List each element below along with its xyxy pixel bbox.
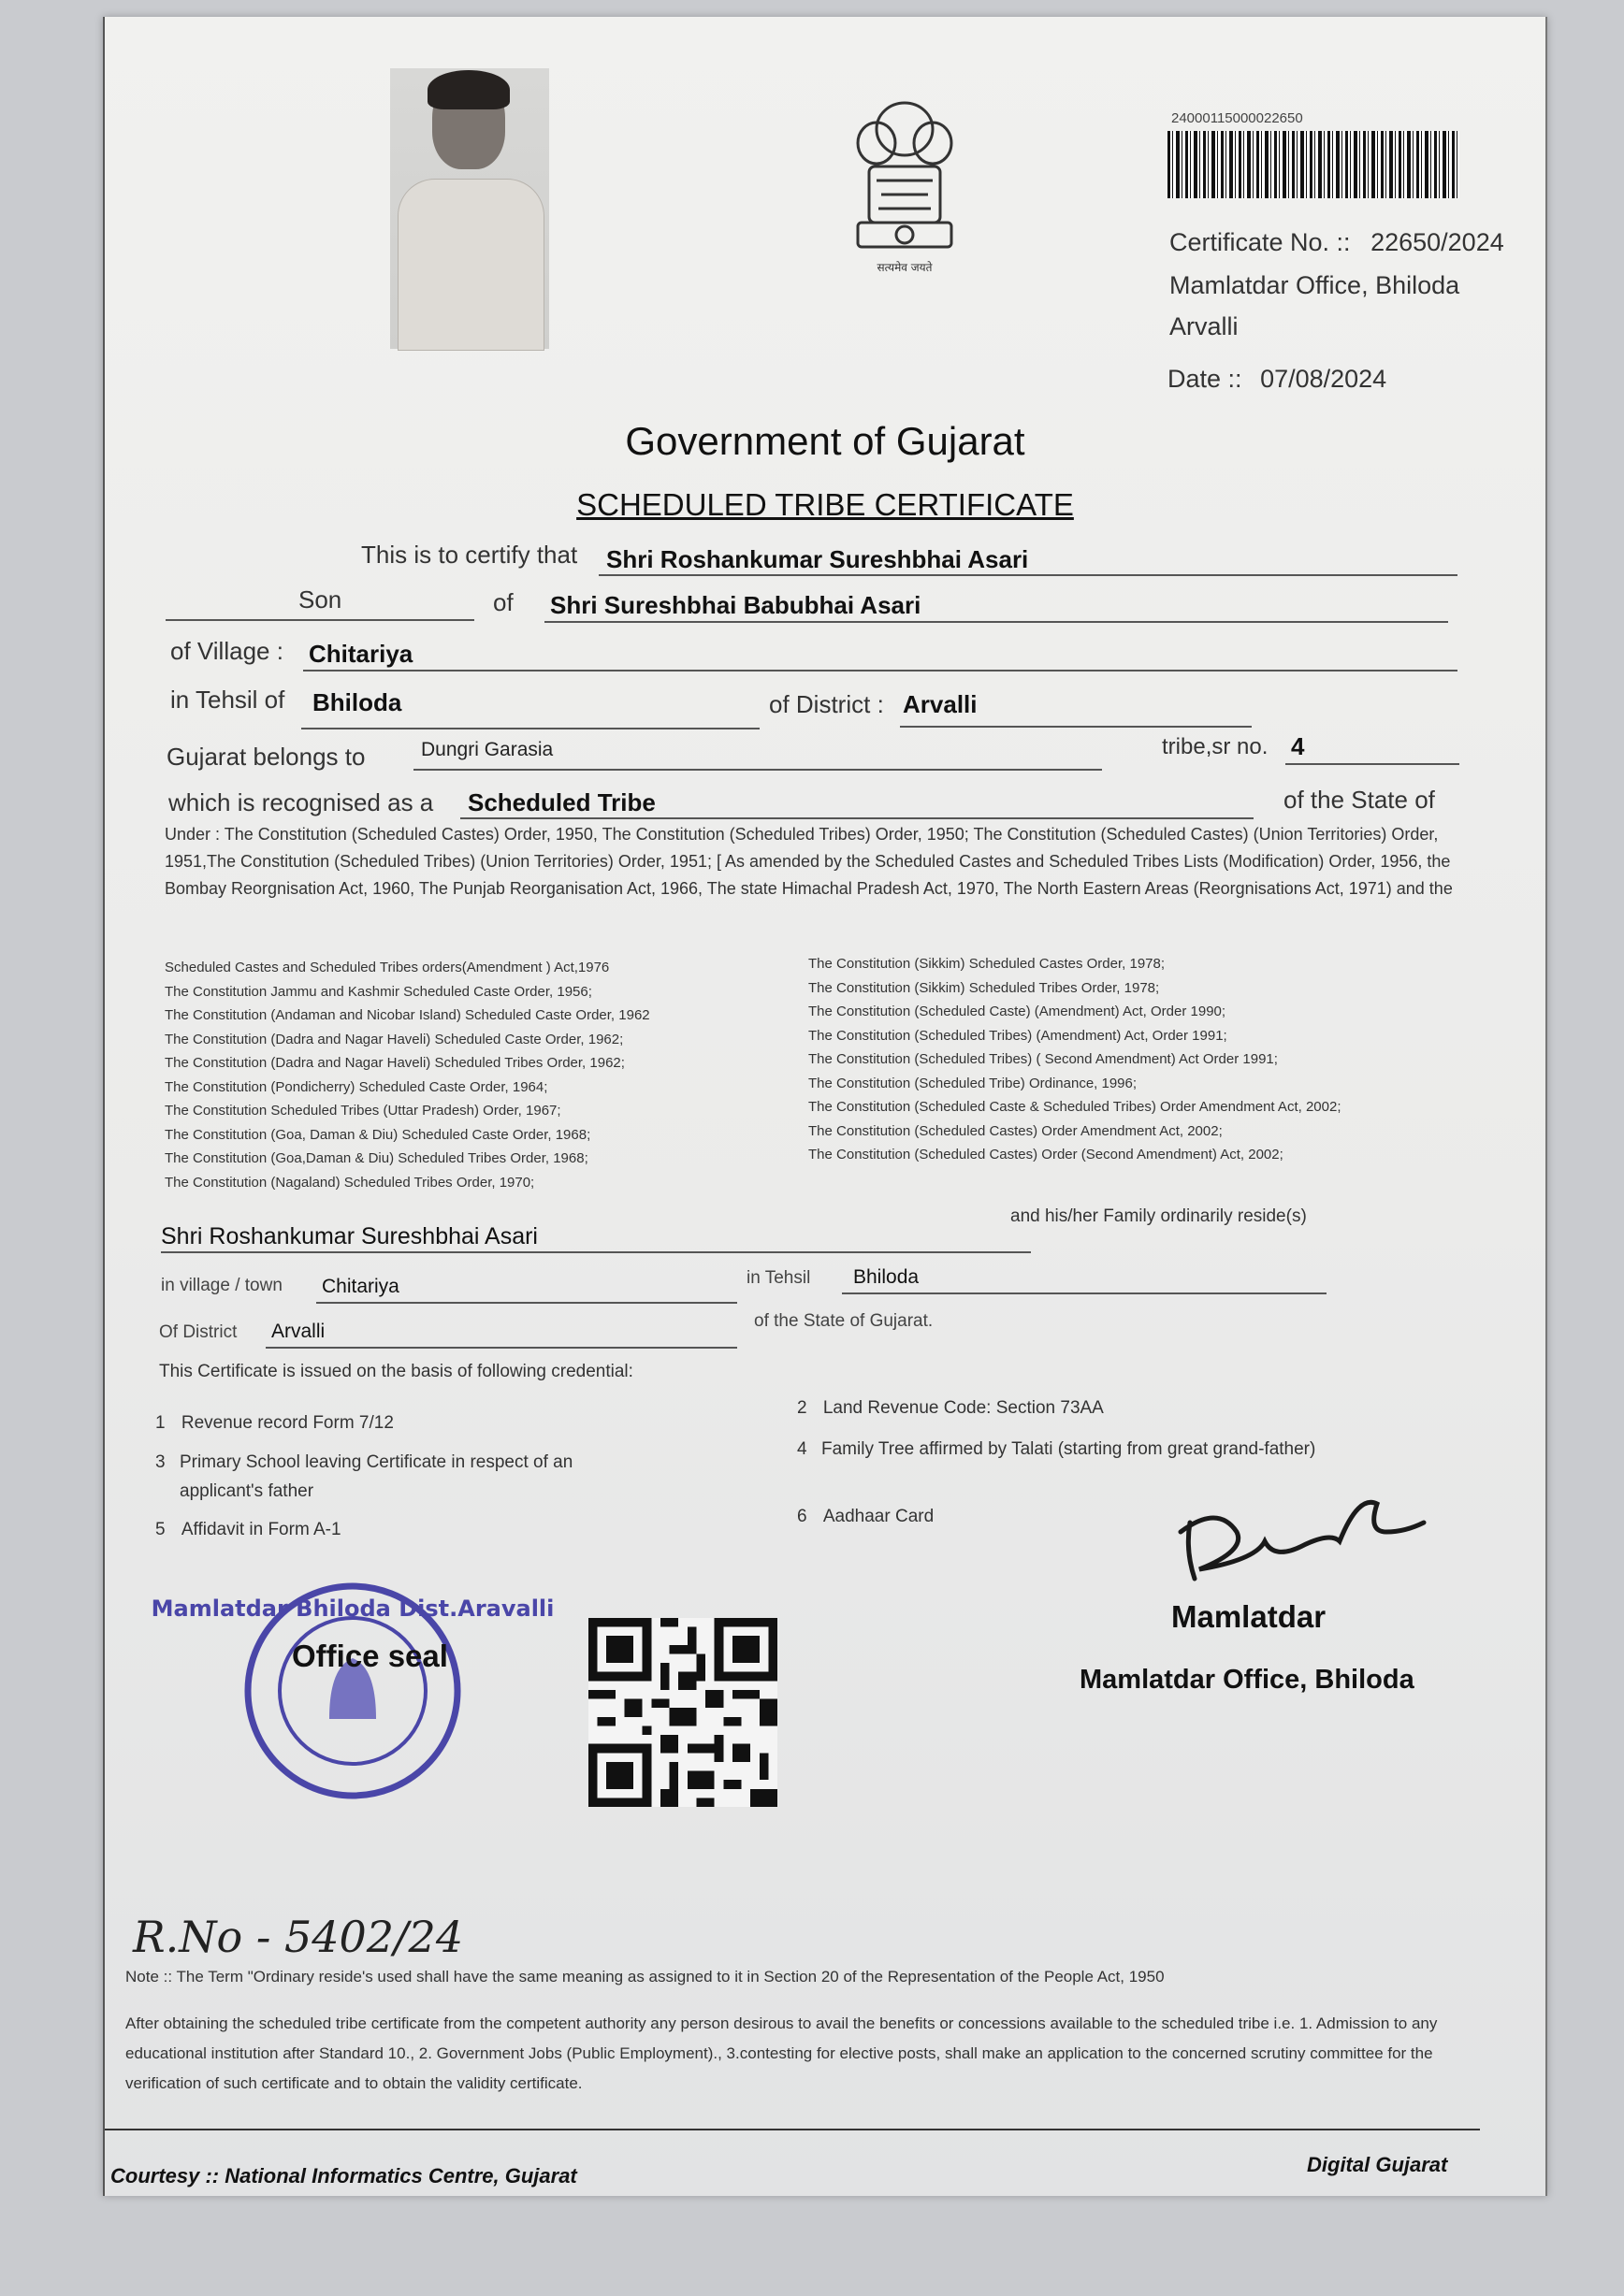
certificate-number-label: Certificate No. :: — [1169, 228, 1351, 256]
tribe-sr-label: tribe,sr no. — [1162, 734, 1269, 759]
national-emblem-icon — [839, 92, 970, 279]
footer-brand: Digital Gujarat — [1307, 2153, 1448, 2176]
signatory-title: Mamlatdar — [1171, 1599, 1327, 1634]
relation-underline — [166, 619, 474, 621]
date-row — [1167, 365, 1386, 394]
order-item: The Constitution (Sikkim) Scheduled Tribes Order, 1978; — [808, 979, 1160, 996]
order-item: The Constitution (Scheduled Tribes) ( Second Amendment) Act Order 1991; — [808, 1051, 1278, 1067]
credential-number: 3 — [155, 1452, 166, 1472]
credential-item — [155, 1515, 679, 1544]
recognised-value: Scheduled Tribe — [468, 788, 656, 816]
order-item: The Constitution (Dadra and Nagar Haveli) Scheduled Tribes Order, 1962; — [165, 1055, 625, 1071]
residence-state-label: of the State of Gujarat. — [754, 1311, 934, 1331]
photo-hair — [428, 70, 510, 109]
credential-item — [797, 1435, 1489, 1464]
order-item: The Constitution Scheduled Tribes (Uttar Pradesh) Order, 1967; — [165, 1103, 561, 1119]
applicant-name-underline — [599, 574, 1457, 576]
order-item: Scheduled Castes and Scheduled Tribes orders(Amendment ) Act,1976 — [165, 960, 610, 975]
residence-district: Arvalli — [271, 1321, 326, 1342]
tribe-value: Dungri Garasia — [421, 739, 554, 760]
district-value: Arvalli — [903, 690, 978, 718]
village-value: Chitariya — [309, 640, 413, 668]
recognised-underline — [460, 817, 1254, 819]
office-seal-stamp — [151, 1579, 555, 1803]
credential-text: Aadhaar Card — [822, 1507, 935, 1526]
reside-label: and his/her Family ordinarily reside(s) — [1010, 1206, 1307, 1226]
handwritten-registration-number: R.No - 5402/24 — [133, 1912, 464, 1962]
certify-label: This is to certify that — [361, 541, 578, 569]
of-label: of — [493, 588, 514, 616]
residence-tehsil-underline — [842, 1292, 1327, 1294]
belongs-label: Gujarat belongs to — [167, 743, 366, 771]
village-underline — [303, 670, 1457, 671]
residence-village-label: in village / town — [161, 1276, 283, 1295]
relation: Son — [298, 585, 342, 614]
tribe-sr-number: 4 — [1291, 732, 1305, 760]
credential-text: Revenue record Form 7/12 — [181, 1413, 394, 1433]
order-item: The Constitution (Scheduled Castes) Order (Second Amendment) Act, 2002; — [808, 1147, 1283, 1162]
order-item: The Constitution (Dadra and Nagar Haveli) Scheduled Caste Order, 1962; — [165, 1031, 624, 1047]
order-item: The Constitution (Goa, Daman & Diu) Scheduled Caste Order, 1968; — [165, 1126, 591, 1143]
tehsil-label: in Tehsil of — [170, 686, 285, 714]
order-item: The Constitution (Scheduled Castes) Order Amendment Act, 2002; — [808, 1122, 1223, 1139]
order-item: The Constitution (Nagaland) Scheduled Tribes Order, 1970; — [165, 1174, 535, 1191]
father-name: Shri Sureshbhai Babubhai Asari — [550, 591, 921, 619]
order-item: The Constitution Jammu and Kashmir Scheduled Caste Order, 1956; — [165, 983, 592, 1000]
residence-tehsil-label: in Tehsil — [747, 1268, 811, 1288]
residence-village-underline — [316, 1302, 737, 1304]
state-of-label: of the State of — [1283, 786, 1435, 814]
tribe-sr-underline — [1285, 763, 1459, 765]
district-label: of District : — [769, 690, 884, 718]
credential-item — [797, 1393, 1396, 1422]
tehsil-underline — [301, 728, 760, 729]
credential-number: 5 — [155, 1520, 166, 1539]
certificate-sheet — [103, 17, 1547, 2196]
order-item: The Constitution (Scheduled Caste) (Amendment) Act, Order 1990; — [808, 1004, 1226, 1019]
tehsil-value: Bhiloda — [312, 688, 402, 716]
qr-code — [588, 1618, 777, 1807]
applicant-name: Shri Roshankumar Sureshbhai Asari — [606, 545, 1029, 573]
recognised-label: which is recognised as a — [168, 788, 434, 816]
barcode — [1167, 131, 1459, 198]
credential-number: 1 — [155, 1413, 166, 1433]
date-value: 07/08/2024 — [1260, 365, 1387, 393]
certificate-number-row — [1169, 228, 1504, 257]
orders-left-list — [165, 956, 801, 1194]
order-item: The Constitution (Andaman and Nicobar Island) Scheduled Caste Order, 1962 — [165, 1007, 650, 1023]
note-text: Note :: The Term "Ordinary reside's used shall have the same meaning as assigned to it in Section 20 of the Representation of the People Act, 1950 — [125, 1968, 1165, 1986]
certificate-subtitle: SCHEDULED TRIBE CERTIFICATE — [576, 487, 1074, 522]
credential-text: Primary School leaving Certificate in respect of an applicant's father — [180, 1452, 573, 1501]
order-item: The Constitution (Scheduled Tribe) Ordinance, 1996; — [808, 1075, 1138, 1091]
father-name-underline — [544, 621, 1448, 623]
residence-district-underline — [266, 1347, 737, 1349]
barcode-number: 24000115000022650 — [1171, 110, 1303, 126]
seal-stamp-text: Mamlatdar Bhiloda Dist.Aravalli — [151, 1596, 555, 1622]
credential-number: 2 — [797, 1398, 807, 1418]
svg-text:सत्यमेव जयते: सत्यमेव जयते — [877, 261, 933, 274]
credential-item — [155, 1408, 679, 1437]
credential-text: Land Revenue Code: Section 73AA — [822, 1398, 1104, 1418]
signature-icon — [1162, 1476, 1471, 1607]
resident-name-underline — [161, 1251, 1031, 1253]
district-underline — [900, 726, 1252, 728]
residence-district-label: Of District — [159, 1322, 238, 1342]
date-label: Date :: — [1167, 365, 1242, 393]
residence-tehsil: Bhiloda — [853, 1266, 920, 1288]
photo-body — [398, 179, 544, 351]
credential-text: Affidavit in Form A-1 — [181, 1520, 341, 1539]
credential-number: 4 — [797, 1439, 807, 1459]
order-item: The Constitution (Scheduled Tribes) (Amendment) Act, Order 1991; — [808, 1027, 1227, 1044]
order-item: The Constitution (Scheduled Caste & Scheduled Tribes) Order Amendment Act, 2002; — [808, 1099, 1341, 1115]
signatory-office: Mamlatdar Office, Bhiloda — [1080, 1665, 1414, 1695]
page-title: Government of Gujarat — [625, 419, 1025, 463]
footer-divider — [105, 2129, 1480, 2130]
orders-right-list — [808, 952, 1463, 1167]
applicant-photo — [390, 68, 549, 349]
credential-number: 6 — [797, 1507, 807, 1526]
under-text: Under : The Constitution (Scheduled Castes) Order, 1950, The Constitution (Scheduled Tribes) Order, 1950; The Constitution (Scheduled Castes) (Union Territories) Order, 1951,The Constitution (Scheduled Tribes) (Union Territories) Order, 1951; [ As amended by the Scheduled Castes and Scheduled Tribes Lists (Modification) Order, 1956, the Bombay Reorgnisation Act, 1960, The Punjab Reorganisation Act, 1966, The state Himachal Pradesh Act, 1970, The North Eastern Areas (Reorgnisations Act, 1971) and the — [165, 825, 1453, 898]
residence-village: Chitariya — [322, 1276, 399, 1297]
order-item: The Constitution (Goa,Daman & Diu) Scheduled Tribes Order, 1968; — [165, 1150, 588, 1166]
header-office: Mamlatdar Office, Bhiloda — [1169, 271, 1460, 299]
credential-item — [155, 1448, 679, 1506]
order-item: The Constitution (Pondicherry) Scheduled Caste Order, 1964; — [165, 1078, 548, 1095]
credential-text: Family Tree affirmed by Talati (starting from great grand-father) — [821, 1439, 1316, 1459]
order-item: The Constitution (Sikkim) Scheduled Castes Order, 1978; — [808, 956, 1166, 972]
resident-name: Shri Roshankumar Sureshbhai Asari — [161, 1223, 538, 1249]
credential-intro: This Certificate is issued on the basis of following credential: — [159, 1362, 633, 1381]
header-district: Arvalli — [1169, 312, 1239, 340]
office-seal-label: Office seal — [292, 1639, 448, 1673]
village-label: of Village : — [170, 637, 283, 665]
footer-courtesy: Courtesy :: National Informatics Centre, Gujarat — [110, 2164, 577, 2188]
certificate-number: 22650/2024 — [1370, 228, 1504, 256]
after-obtaining-text: After obtaining the scheduled tribe certificate from the competent authority any person desirous to avail the benefits or concessions available to the scheduled tribe i.e. 1. Admission to any educational institution after Standard 10., 2. Government Jobs (Public Employment)., 3.contesting for elective posts, shall make an application to the concerned scrutiny committee for the verification of such certificate and to obtain the validity certificate. — [125, 2014, 1438, 2092]
tribe-underline — [413, 769, 1102, 771]
